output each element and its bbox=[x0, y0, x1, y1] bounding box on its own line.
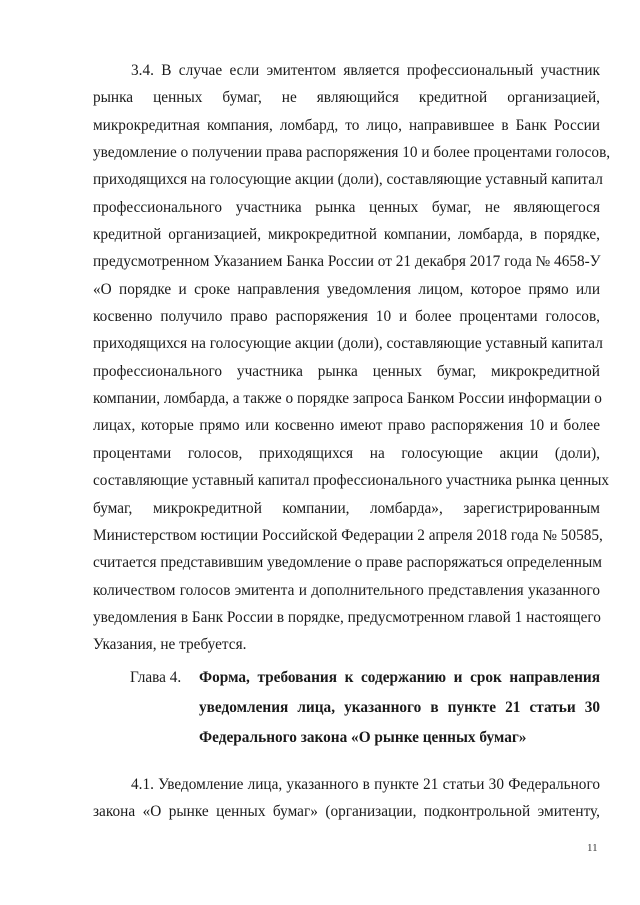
paragraph-line: кредитной организацией, микрокредитной компании, ломбарда, в порядке, bbox=[93, 226, 600, 244]
paragraph-line: компании, ломбарда, а также о порядке запроса Банком России информации о bbox=[93, 390, 602, 408]
chapter-title-line: Форма, требования к содержанию и срок направления bbox=[199, 669, 600, 686]
paragraph-line: лицах, которые прямо или косвенно имеют право распоряжения 10 и более bbox=[93, 417, 600, 435]
paragraph-line: рынка ценных бумаг, не являющийся кредитной организацией, bbox=[93, 89, 600, 107]
page-number: 11 bbox=[587, 842, 598, 854]
chapter-number: Глава 4. bbox=[130, 669, 182, 686]
paragraph-line: предусмотренном Указанием Банка России от 21 декабря 2017 года № 4658-У bbox=[93, 253, 601, 271]
paragraph-line: составляющие уставный капитал профессионального участника рынка ценных bbox=[93, 472, 610, 490]
paragraph-line: бумаг, микрокредитной компании, ломбарда», зарегистрированным bbox=[93, 499, 600, 517]
paragraph-line: 3.4. В случае если эмитентом является профессиональный участник bbox=[131, 62, 600, 79]
paragraph-line: процентами голосов, приходящихся на голосующие акции (доли), bbox=[93, 444, 600, 462]
paragraph-line: считается представившим уведомление о праве распоряжаться определенным bbox=[93, 554, 602, 572]
paragraph-line: профессионального участника рынка ценных бумаг, не являющегося bbox=[93, 198, 600, 216]
paragraph-line: микрокредитная компания, ломбард, то лицо, направившее в Банк России bbox=[93, 116, 600, 134]
paragraph-line: «О порядке и сроке направления уведомления лицом, которое прямо или bbox=[93, 280, 600, 298]
paragraph-3-4 bbox=[93, 57, 611, 659]
paragraph-line: профессионального участника рынка ценных бумаг, микрокредитной bbox=[93, 362, 600, 380]
paragraph-line: Министерством юстиции Российской Федерации 2 апреля 2018 года № 50585, bbox=[93, 526, 603, 544]
chapter-title bbox=[199, 663, 600, 753]
paragraph-line: количеством голосов эмитента и дополнительного представления указанного bbox=[93, 581, 600, 599]
paragraph-line: приходящихся на голосующие акции (доли), составляющие уставный капитал bbox=[93, 335, 603, 353]
paragraph-line: уведомления в Банк России в порядке, предусмотренном главой 1 настоящего bbox=[93, 608, 601, 626]
chapter-title-line: Федерального закона «О рынке ценных бумаг» bbox=[199, 729, 527, 746]
paragraph-line: закона «О рынке ценных бумаг» (организации, подконтрольной эмитенту, bbox=[93, 803, 600, 821]
paragraph-line: приходящихся на голосующие акции (доли), составляющие уставный капитал bbox=[93, 171, 603, 189]
paragraph-line: Указания, не требуется. bbox=[93, 636, 247, 654]
paragraph-line: 4.1. Уведомление лица, указанного в пункте 21 статьи 30 Федерального bbox=[131, 776, 600, 793]
paragraph-line: косвенно получило право распоряжения 10 и более процентами голосов, bbox=[93, 308, 600, 326]
chapter-title-line: уведомления лица, указанного в пункте 21 статьи 30 bbox=[199, 699, 600, 716]
paragraph-4-1 bbox=[93, 771, 600, 826]
paragraph-line: уведомление о получении права распоряжения 10 и более процентами голосов, bbox=[93, 144, 611, 162]
